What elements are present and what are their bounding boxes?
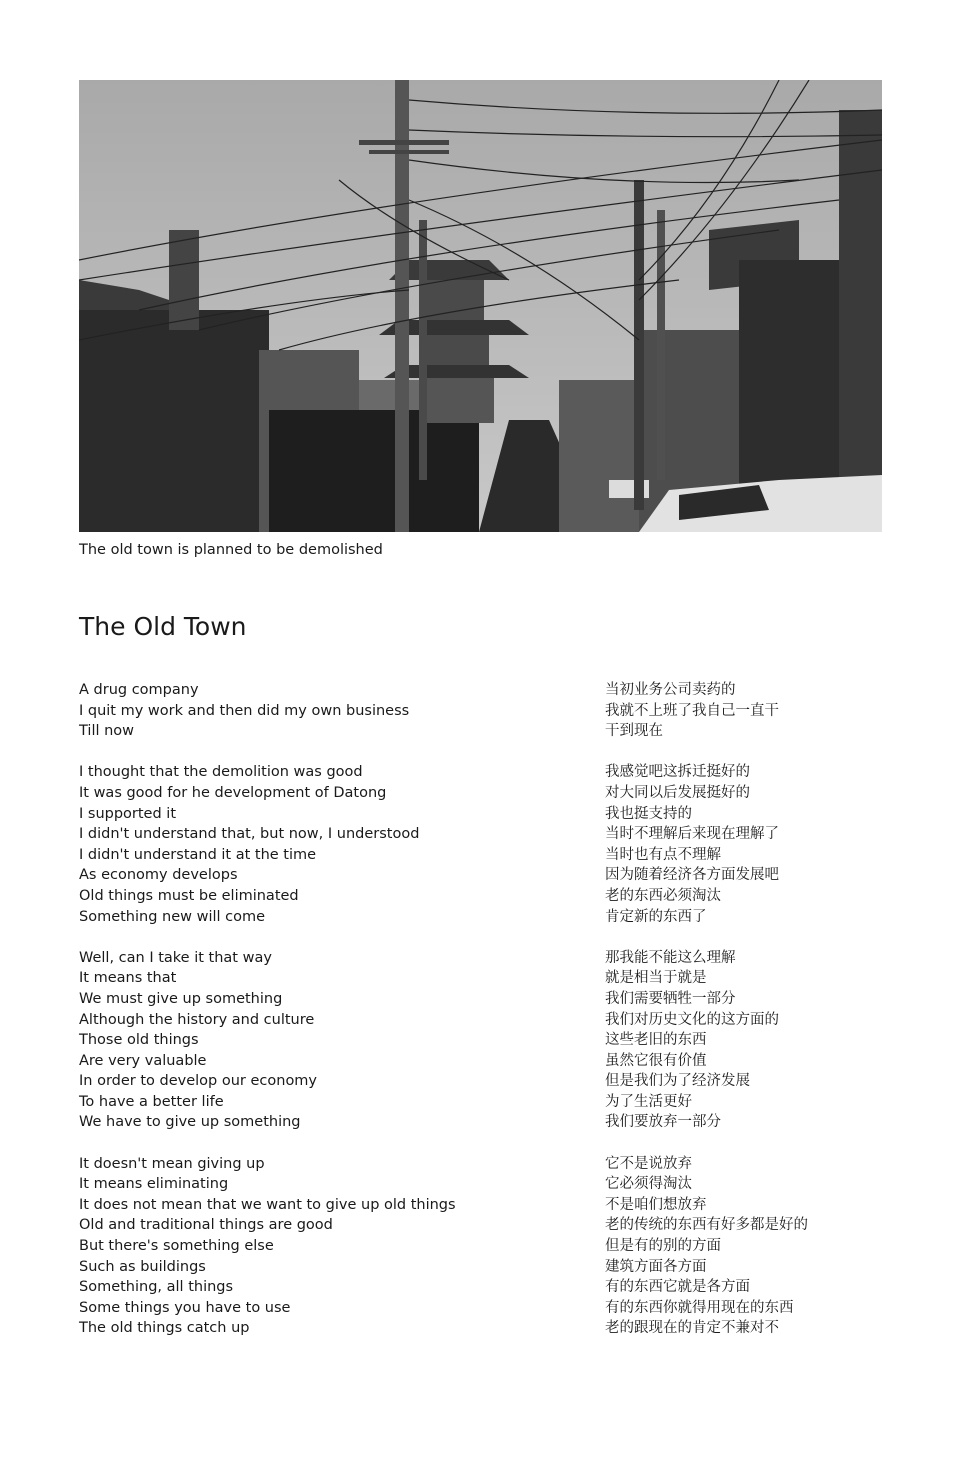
english-line: It means that bbox=[79, 970, 177, 987]
chinese-line: 为了生活更好 bbox=[605, 1093, 692, 1110]
english-line: Well, can I take it that way bbox=[79, 949, 272, 966]
english-line: I thought that the demolition was good bbox=[79, 764, 363, 781]
chinese-line: 老的传统的东西有好多都是好的 bbox=[605, 1217, 808, 1234]
english-line: Something new will come bbox=[79, 908, 266, 925]
chinese-line: 就是相当于就是 bbox=[605, 970, 707, 987]
english-line: It doesn't mean giving up bbox=[79, 1155, 265, 1172]
photo-caption: The old town is planned to be demolished bbox=[79, 542, 383, 558]
chinese-line: 它必须得淘汰 bbox=[605, 1176, 692, 1193]
chinese-stanza bbox=[605, 948, 905, 1133]
english-line: To have a better life bbox=[79, 1093, 224, 1110]
chinese-stanza bbox=[605, 762, 905, 927]
chinese-line: 我就不上班了我自己一直干 bbox=[605, 702, 779, 719]
english-line: In order to develop our economy bbox=[79, 1073, 318, 1090]
chinese-line: 它不是说放弃 bbox=[605, 1155, 692, 1172]
english-line: Such as buildings bbox=[79, 1258, 206, 1275]
english-stanza bbox=[79, 1154, 559, 1339]
article-title: The Old Town bbox=[79, 612, 247, 641]
english-line: It was good for he development of Datong bbox=[79, 784, 387, 801]
chinese-line: 干到现在 bbox=[605, 723, 663, 740]
english-line: I didn't understand it at the time bbox=[79, 846, 317, 863]
chinese-line: 老的东西必须淘汰 bbox=[605, 887, 721, 904]
chinese-line: 那我能不能这么理解 bbox=[605, 949, 736, 966]
chinese-line: 肯定新的东西了 bbox=[605, 908, 707, 925]
chinese-line: 我也挺支持的 bbox=[605, 805, 692, 822]
english-stanza bbox=[79, 948, 559, 1133]
english-line: A drug company bbox=[79, 682, 199, 698]
chinese-line: 但是有的别的方面 bbox=[605, 1238, 721, 1255]
english-line: Although the history and culture bbox=[79, 1011, 315, 1028]
chinese-line: 当时不理解后来现在理解了 bbox=[605, 826, 779, 843]
chinese-stanza bbox=[605, 1154, 905, 1339]
english-line: Till now bbox=[79, 723, 135, 740]
english-line: I didn't understand that, but now, I understood bbox=[79, 826, 420, 843]
street-photo bbox=[79, 80, 882, 532]
english-line: I supported it bbox=[79, 805, 177, 822]
english-line: As economy develops bbox=[79, 867, 238, 884]
chinese-line: 因为随着经济各方面发展吧 bbox=[605, 867, 779, 884]
chinese-line: 我们要放弃一部分 bbox=[605, 1114, 721, 1131]
chinese-line: 虽然它很有价值 bbox=[605, 1052, 707, 1069]
english-line: Old and traditional things are good bbox=[79, 1217, 333, 1234]
chinese-line: 建筑方面各方面 bbox=[605, 1258, 707, 1275]
english-line: We must give up something bbox=[79, 990, 283, 1007]
english-line: We have to give up something bbox=[79, 1114, 301, 1131]
english-stanza bbox=[79, 680, 559, 742]
english-line: It does not mean that we want to give up old things bbox=[79, 1196, 456, 1213]
chinese-line: 不是咱们想放弃 bbox=[605, 1196, 707, 1213]
english-stanza bbox=[79, 762, 559, 927]
chinese-line: 有的东西它就是各方面 bbox=[605, 1279, 750, 1296]
old-town-street-image bbox=[79, 80, 882, 532]
chinese-line: 老的跟现在的肯定不兼对不 bbox=[605, 1320, 779, 1337]
chinese-line: 当时也有点不理解 bbox=[605, 846, 721, 863]
english-line: Are very valuable bbox=[79, 1052, 207, 1069]
chinese-line: 我感觉吧这拆迁挺好的 bbox=[605, 764, 750, 781]
english-line: It means eliminating bbox=[79, 1176, 229, 1193]
chinese-line: 这些老旧的东西 bbox=[605, 1032, 707, 1049]
chinese-line: 我们需要牺牲一部分 bbox=[605, 990, 736, 1007]
english-line: I quit my work and then did my own business bbox=[79, 702, 410, 719]
english-line: Those old things bbox=[79, 1032, 199, 1049]
chinese-line: 有的东西你就得用现在的东西 bbox=[605, 1299, 794, 1316]
chinese-line: 我们对历史文化的这方面的 bbox=[605, 1011, 779, 1028]
chinese-line: 当初业务公司卖药的 bbox=[605, 682, 736, 698]
english-line: The old things catch up bbox=[79, 1320, 250, 1337]
english-line: Old things must be eliminated bbox=[79, 887, 299, 904]
chinese-stanza bbox=[605, 680, 905, 742]
english-line: Some things you have to use bbox=[79, 1299, 291, 1316]
chinese-line: 对大同以后发展挺好的 bbox=[605, 784, 750, 801]
english-line: But there's something else bbox=[79, 1238, 274, 1255]
chinese-line: 但是我们为了经济发展 bbox=[605, 1073, 750, 1090]
chinese-transcript bbox=[605, 680, 905, 1360]
english-line: Something, all things bbox=[79, 1279, 234, 1296]
english-transcript bbox=[79, 680, 559, 1360]
